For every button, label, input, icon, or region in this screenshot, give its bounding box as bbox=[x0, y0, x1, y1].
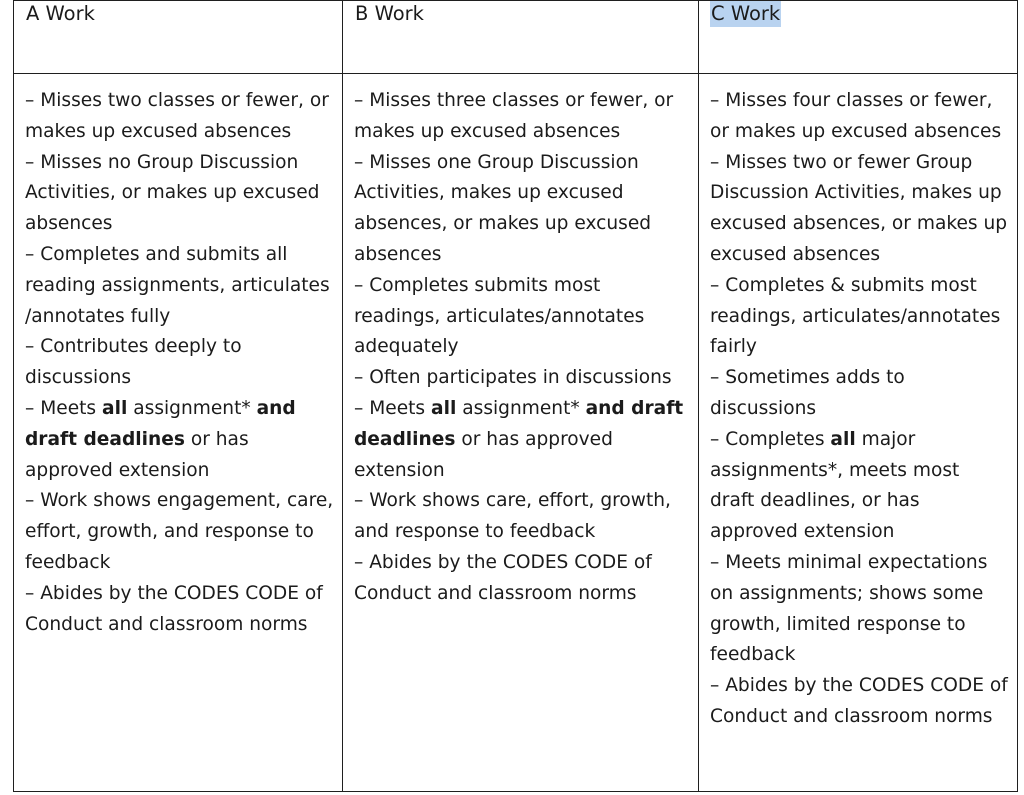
header-cell-a bbox=[14, 1, 343, 74]
header-a-work: A Work bbox=[26, 2, 95, 25]
criterion-item bbox=[354, 148, 690, 271]
criterion-text: – Misses two or fewer Group Discussion Activities, makes up excused absences, or makes up excused absences bbox=[710, 151, 1008, 265]
criterion-text: – Abides by the CODES CODE of Conduct and classroom norms bbox=[25, 582, 323, 635]
criterion-text: – Completes & submits most readings, articulates/annotates fairly bbox=[710, 274, 1001, 358]
criterion-item bbox=[710, 86, 1009, 148]
criterion-text: – Misses no Group Discussion Activities, or makes up excused absences bbox=[25, 151, 320, 235]
grading-rubric-table bbox=[13, 0, 1018, 792]
criterion-text: – Abides by the CODES CODE of Conduct and classroom norms bbox=[710, 675, 1008, 727]
criteria-cell-a bbox=[14, 74, 343, 792]
criterion-text: major assignments*, meets most draft deadlines, or has approved extension bbox=[710, 428, 960, 543]
criterion-item bbox=[354, 394, 690, 486]
criterion-text: – Work shows care, effort, growth, and response to feedback bbox=[354, 490, 671, 543]
criterion-text: – Contributes deeply to discussions bbox=[25, 336, 242, 389]
criterion-item bbox=[710, 671, 1009, 733]
criterion-item bbox=[354, 363, 690, 394]
criterion-text: – Sometimes adds to discussions bbox=[710, 367, 905, 419]
criterion-bold-text: all bbox=[102, 397, 128, 419]
criterion-item bbox=[25, 86, 334, 148]
criterion-item bbox=[25, 148, 334, 240]
criterion-text: – Often participates in discussions bbox=[354, 367, 672, 389]
criteria-cell-c bbox=[699, 74, 1018, 792]
criterion-item bbox=[710, 548, 1009, 671]
criterion-text: – Misses four classes or fewer, or makes up excused absences bbox=[710, 90, 1002, 142]
criteria-cell-b bbox=[343, 74, 699, 792]
criterion-item bbox=[25, 579, 334, 641]
criterion-text: – Work shows engagement, care, effort, growth, and response to feedback bbox=[25, 490, 334, 573]
criterion-item bbox=[710, 271, 1009, 363]
header-row bbox=[14, 1, 1018, 74]
header-cell-c bbox=[699, 1, 1018, 74]
criterion-item bbox=[25, 240, 334, 332]
criterion-item bbox=[354, 548, 690, 610]
criterion-bold-text: and draft deadlines bbox=[25, 397, 296, 450]
criterion-item bbox=[354, 271, 690, 363]
criterion-text: assignment* bbox=[456, 397, 586, 419]
criterion-text: – Misses two classes or fewer, or makes up excused absences bbox=[25, 90, 329, 142]
criterion-item bbox=[25, 486, 334, 578]
criterion-text: – Meets bbox=[354, 397, 432, 419]
criterion-item bbox=[25, 332, 334, 394]
criterion-item bbox=[710, 148, 1009, 271]
criterion-text: – Completes submits most readings, articulates/annotates adequately bbox=[354, 274, 645, 358]
header-cell-b bbox=[343, 1, 699, 74]
criterion-text: – Meets bbox=[25, 397, 103, 419]
criterion-bold-text: and draft deadlines bbox=[354, 397, 684, 450]
criterion-item bbox=[354, 486, 690, 548]
criterion-text: – Meets minimal expectations on assignments; shows some growth, limited response to feedback bbox=[710, 551, 988, 666]
criterion-bold-text: all bbox=[431, 397, 457, 419]
criterion-item bbox=[25, 394, 334, 486]
header-c-work-selected[interactable]: C Work bbox=[711, 2, 781, 25]
criterion-text: – Completes and submits all reading assignments, articulates /annotates fully bbox=[25, 243, 330, 327]
criterion-text: or has approved extension bbox=[354, 428, 613, 481]
criterion-text: or has approved extension bbox=[25, 428, 249, 481]
criterion-item bbox=[710, 425, 1009, 548]
criterion-text: – Completes bbox=[710, 428, 831, 450]
criterion-text: – Abides by the CODES CODE of Conduct and classroom norms bbox=[354, 551, 652, 604]
criterion-text: assignment* bbox=[127, 397, 257, 419]
criterion-text: – Misses three classes or fewer, or makes up excused absences bbox=[354, 90, 674, 142]
criterion-bold-text: all bbox=[830, 428, 856, 450]
criterion-item bbox=[354, 86, 690, 148]
criteria-row bbox=[14, 74, 1018, 792]
header-b-work: B Work bbox=[355, 2, 424, 25]
criterion-text: – Misses one Group Discussion Activities, makes up excused absences, or makes up excused absences bbox=[354, 151, 652, 265]
criterion-item bbox=[710, 363, 1009, 425]
